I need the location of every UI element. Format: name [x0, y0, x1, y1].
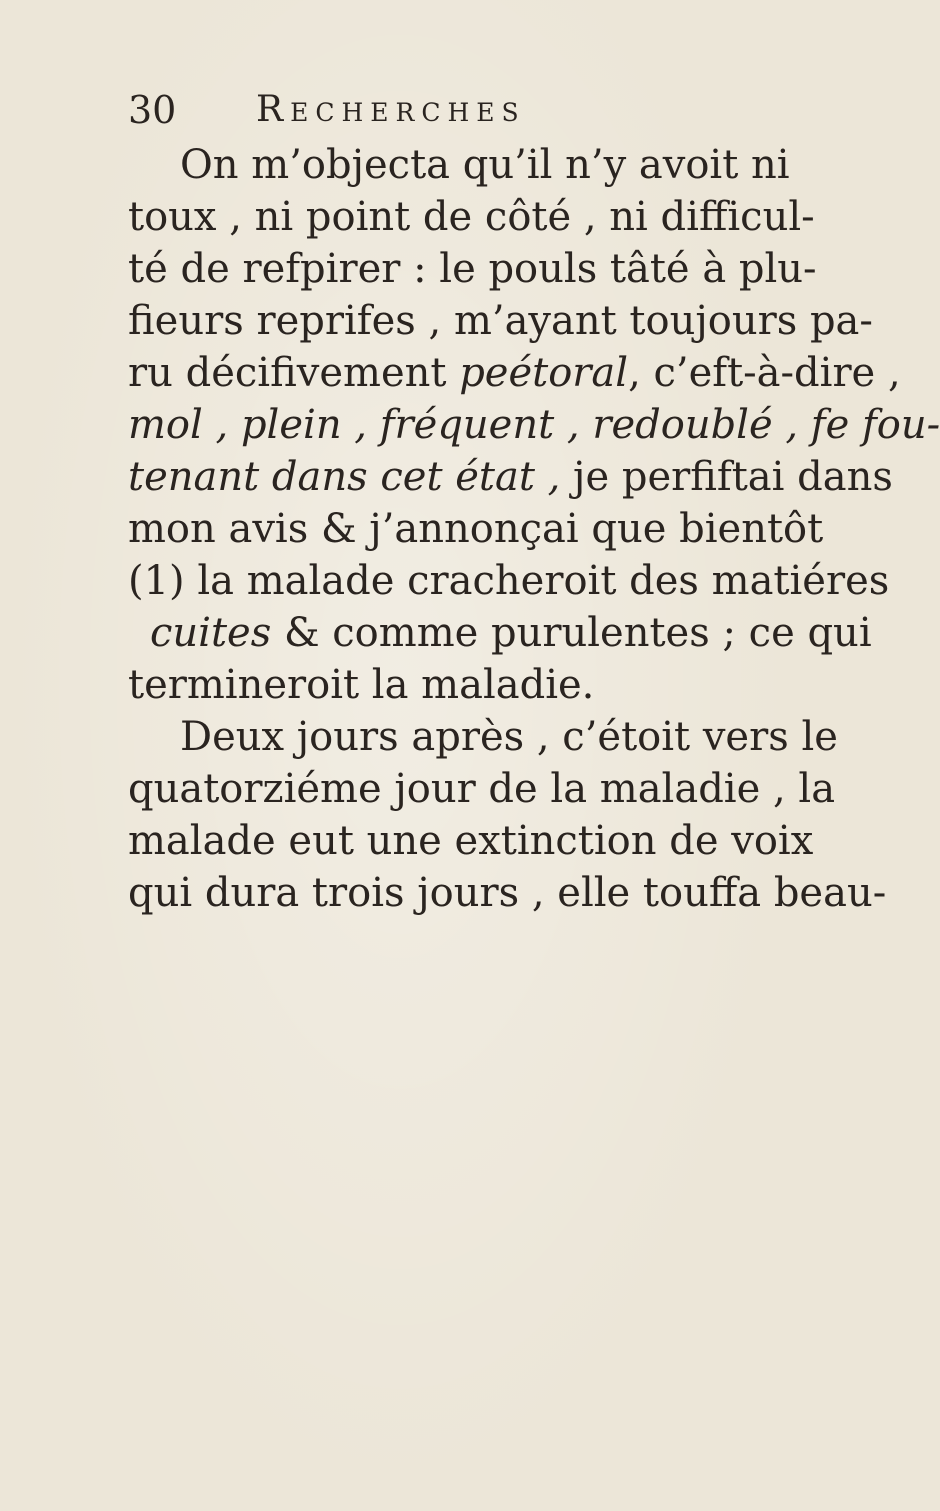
running-title: Recherches: [256, 89, 526, 130]
italic-phrase: tenant dans cet état ,: [128, 454, 561, 500]
body-text: , c’eft-à-dire ,: [628, 350, 901, 396]
body-line: malade eut une extinction de voix: [128, 818, 814, 864]
body-line: On m’objecta qu’il n’y avoit ni: [180, 142, 790, 188]
body-line: Deux jours après , c’étoit vers le: [180, 714, 838, 760]
page-number: 30: [128, 88, 177, 132]
body-line: termineroit la maladie.: [128, 662, 595, 708]
body-text: ru décifivement: [128, 350, 447, 396]
body-line: fieurs reprifes , m’ayant toujours pa-: [128, 298, 873, 344]
italic-term: cuites: [150, 610, 272, 656]
italic-term: peétoral: [459, 350, 629, 396]
body-line: toux , ni point de côté , ni difficul-: [128, 194, 815, 240]
body-text: & comme purulentes ; ce qui: [283, 610, 872, 656]
body-text: je perfiftai dans: [573, 454, 893, 500]
body-line: mon avis & j’annonçai que bientôt: [128, 506, 824, 552]
body-line: té de refpirer : le pouls tâté à plu-: [128, 246, 817, 292]
body-line-with-note-ref: (1) la malade cracheroit des matiéres: [128, 558, 890, 604]
body-line: [128, 452, 893, 502]
body-line: [128, 348, 901, 398]
body-line: quatorziéme jour de la maladie , la: [128, 766, 836, 812]
body-line: qui dura trois jours , elle touffa beau-: [128, 870, 887, 916]
body-line-italic: mol , plein , fréquent , redoublé , fe fou-: [128, 402, 940, 448]
body-line: [150, 608, 872, 658]
